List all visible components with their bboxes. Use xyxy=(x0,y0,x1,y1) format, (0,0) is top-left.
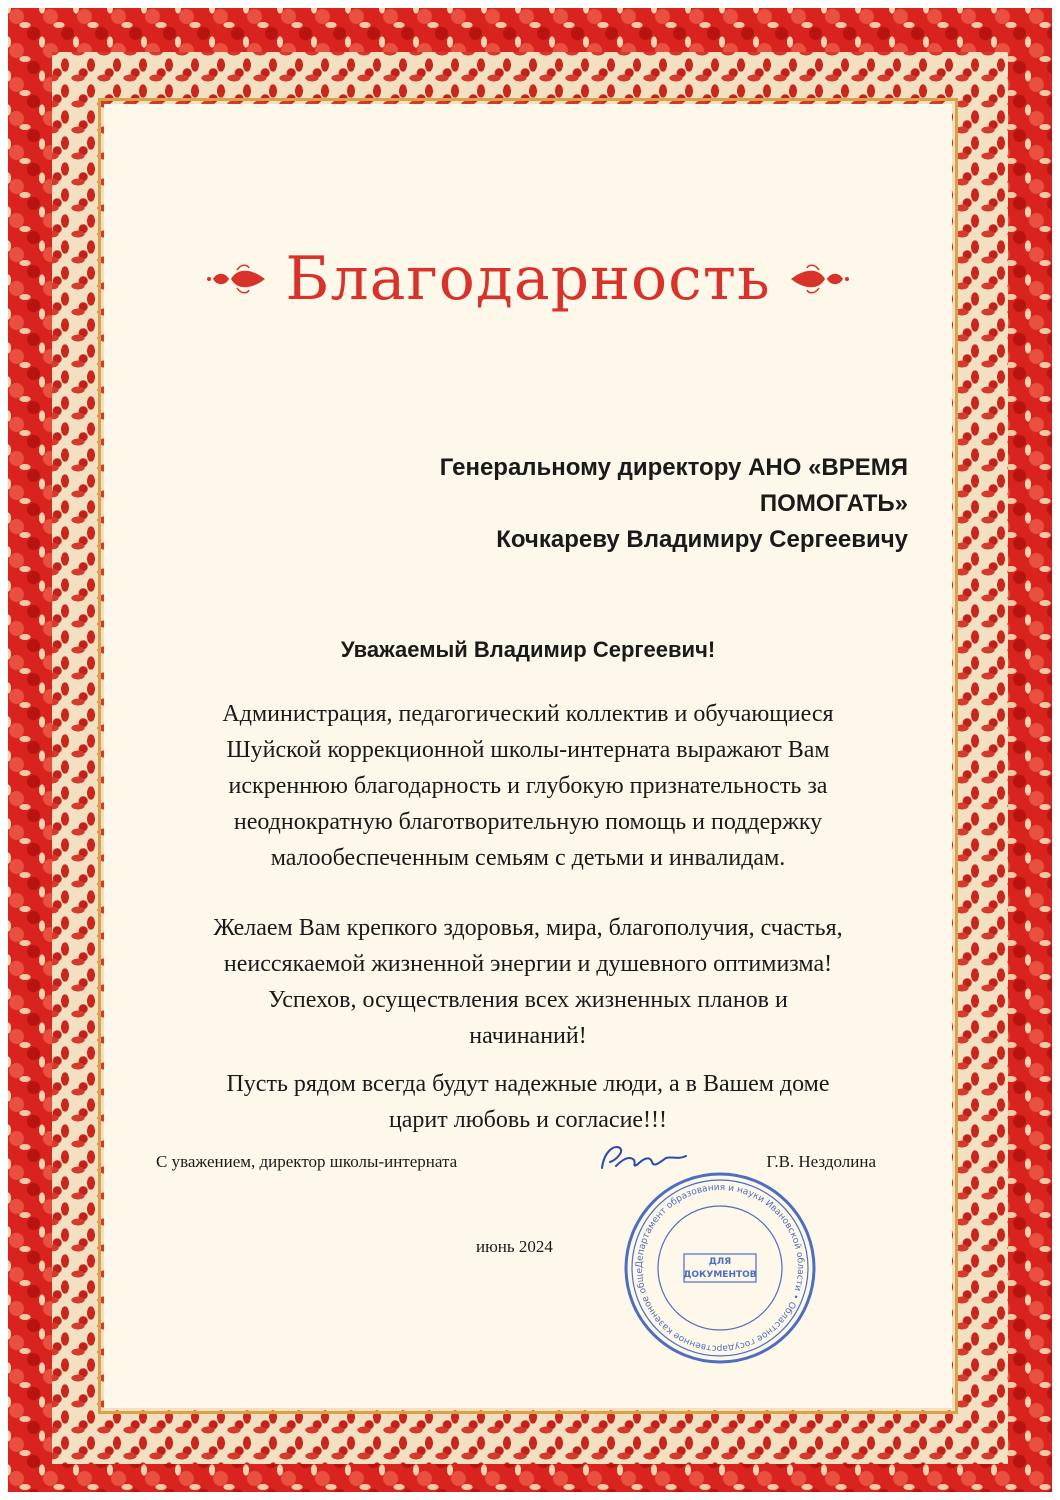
text-line: Администрация, педагогический коллектив и обучающиеся xyxy=(222,701,834,727)
recipient-line-2: ПОМОГАТЬ» xyxy=(759,490,908,517)
document-date: июнь 2024 xyxy=(476,1237,553,1256)
text-line: царит любовь и согласие!!! xyxy=(388,1107,668,1133)
official-stamp xyxy=(620,1168,820,1373)
right-flourish-icon xyxy=(789,264,849,294)
text-line: искреннюю благодарность и глубокую признательность за xyxy=(228,773,828,799)
recipient-line-3: Кочкареву Владимиру Сергеевичу xyxy=(496,526,908,553)
text-line: малообеспеченным семьям с детьми и инвалидам. xyxy=(270,845,786,871)
text-line: начинаний! xyxy=(469,1023,587,1049)
text-line: Желаем Вам крепкого здоровья, мира, благополучия, счастья, xyxy=(213,915,843,941)
paragraph-wishes xyxy=(144,910,912,1054)
paragraph-closing-wish xyxy=(144,1066,912,1138)
page-title: Благодарность xyxy=(285,244,771,314)
recipient-block xyxy=(288,450,908,558)
paragraph-gratitude xyxy=(144,696,912,876)
left-flourish-icon xyxy=(207,264,267,294)
salutation: Уважаемый Владимир Сергеевич! xyxy=(340,637,716,662)
signer-name: Г.В. Нездолина xyxy=(766,1152,876,1171)
text-line: неиссякаемой жизненной энергии и душевного оптимизма! xyxy=(223,951,833,977)
text-line: Пусть рядом всегда будут надежные люди, а в Вашем доме xyxy=(226,1071,830,1097)
text-line: Успехов, осуществления всех жизненных планов и xyxy=(268,987,788,1013)
stamp-ring-text: Департамент образования и науки Ивановской области • Областное государственное казенное обще xyxy=(634,1182,806,1354)
stamp-center-text: ДЛЯ ДОКУМЕНТОВ xyxy=(683,1257,757,1280)
text-line: неоднократную благотворительную помощь и поддержку xyxy=(233,809,823,835)
recipient-line-1: Генеральному директору АНО «ВРЕМЯ xyxy=(439,454,908,481)
certificate-body xyxy=(104,104,952,1408)
closing-text: С уважением, директор школы-интерната xyxy=(156,1152,458,1171)
title-row xyxy=(104,234,952,324)
text-line: Шуйской коррекционной школы-интерната выражают Вам xyxy=(226,737,830,763)
